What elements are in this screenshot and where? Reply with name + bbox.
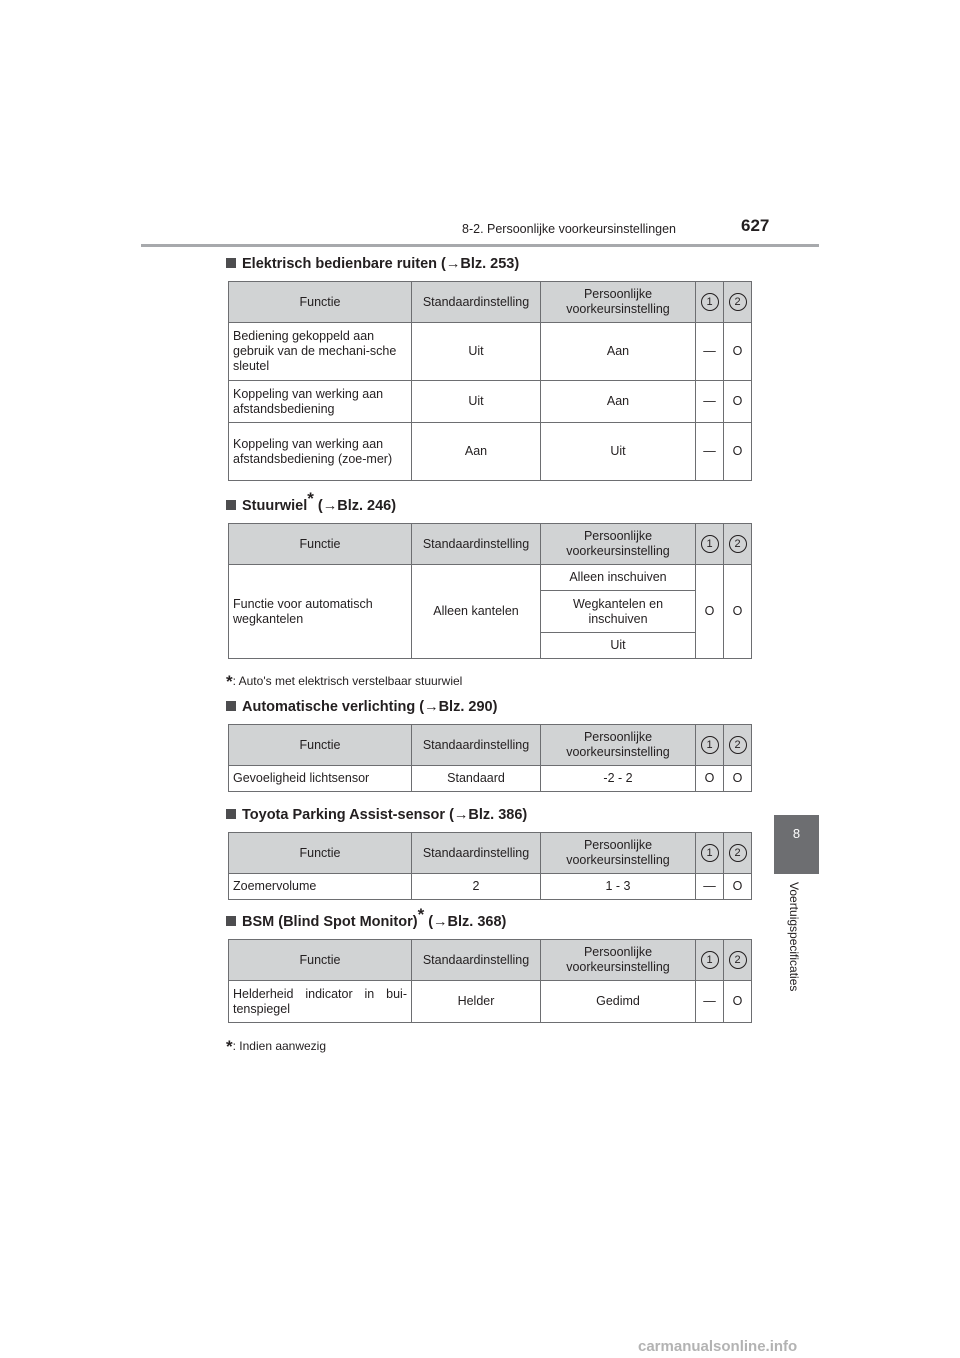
col-header-default: Standaardinstelling: [412, 833, 541, 874]
circled-1-icon: 1: [701, 736, 719, 754]
section-bsm: [226, 905, 752, 1023]
section-title: Toyota Parking Assist-sensor (→Blz. 386): [226, 805, 752, 825]
watermark: carmanualsonline.info: [638, 1338, 798, 1355]
col-header-default: Standaardinstelling: [412, 725, 541, 766]
settings-table: [228, 724, 752, 792]
settings-table: [228, 832, 752, 900]
table-row: Helderheid indicator in bui-tenspiegel Helder Gedimd — O: [229, 981, 752, 1023]
square-bullet-icon: [226, 916, 236, 926]
circled-1-icon: 1: [701, 293, 719, 311]
section-power-windows: [226, 254, 752, 481]
section-title: Stuurwiel* (→Blz. 246): [226, 496, 752, 516]
col-header-default: Standaardinstelling: [412, 524, 541, 565]
square-bullet-icon: [226, 258, 236, 268]
col-header-function: Functie: [229, 524, 412, 565]
table-row: Koppeling van werking aan afstandsbediening Uit Aan — O: [229, 381, 752, 423]
col-header-preference: Persoonlijke voorkeursinstelling: [541, 524, 696, 565]
section-auto-lights: [226, 697, 752, 792]
table-row: Bediening gekoppeld aan gebruik van de mechani-sche sleutel Uit Aan — O: [229, 323, 752, 381]
circled-2-icon: 2: [729, 535, 747, 553]
col-header-function: Functie: [229, 940, 412, 981]
circled-1-icon: 1: [701, 535, 719, 553]
circled-2-icon: 2: [729, 293, 747, 311]
table-row: Gevoeligheid lichtsensor Standaard -2 - 2 O O: [229, 766, 752, 792]
table-row: Wegkantelen en inschuiven: [229, 591, 752, 633]
col-header-function: Functie: [229, 725, 412, 766]
settings-table: [228, 939, 752, 1023]
chapter-number: 8: [792, 826, 801, 841]
circled-2-icon: 2: [729, 736, 747, 754]
square-bullet-icon: [226, 809, 236, 819]
table-row: Functie voor automatisch wegkantelen Alleen kantelen Alleen inschuiven O O: [229, 565, 752, 591]
circled-2-icon: 2: [729, 844, 747, 862]
table-row: Zoemervolume 2 1 - 3 — O: [229, 874, 752, 900]
col-header-function: Functie: [229, 833, 412, 874]
square-bullet-icon: [226, 500, 236, 510]
footnote: *: Auto's met elektrisch verstelbaar stuurwiel: [226, 672, 463, 691]
col-header-default: Standaardinstelling: [412, 282, 541, 323]
section-parking-assist: [226, 805, 752, 900]
footnote: *: Indien aanwezig: [226, 1037, 327, 1056]
section-steering-wheel: [226, 489, 752, 659]
col-header-preference: Persoonlijke voorkeursinstelling: [541, 282, 696, 323]
header-rule: [141, 244, 819, 247]
table-row: Koppeling van werking aan afstandsbediening (zoe-mer) Aan Uit — O: [229, 423, 752, 481]
chapter-tab: [774, 815, 819, 874]
col-header-preference: Persoonlijke voorkeursinstelling: [541, 725, 696, 766]
col-header-default: Standaardinstelling: [412, 940, 541, 981]
table-row: Uit: [229, 633, 752, 659]
section-title: Elektrisch bedienbare ruiten (→Blz. 253): [226, 254, 752, 274]
circled-1-icon: 1: [701, 844, 719, 862]
running-header: 8-2. Persoonlijke voorkeursinstellingen: [462, 222, 677, 236]
circled-2-icon: 2: [729, 951, 747, 969]
col-header-preference: Persoonlijke voorkeursinstelling: [541, 940, 696, 981]
chapter-label: Voertuigspecificaties: [787, 882, 801, 992]
page-number: 627: [741, 216, 770, 235]
circled-1-icon: 1: [701, 951, 719, 969]
section-title: Automatische verlichting (→Blz. 290): [226, 697, 752, 717]
section-title: BSM (Blind Spot Monitor)* (→Blz. 368): [226, 912, 752, 932]
square-bullet-icon: [226, 701, 236, 711]
col-header-function: Functie: [229, 282, 412, 323]
settings-table: [228, 281, 752, 481]
settings-table: [228, 523, 752, 659]
col-header-preference: Persoonlijke voorkeursinstelling: [541, 833, 696, 874]
